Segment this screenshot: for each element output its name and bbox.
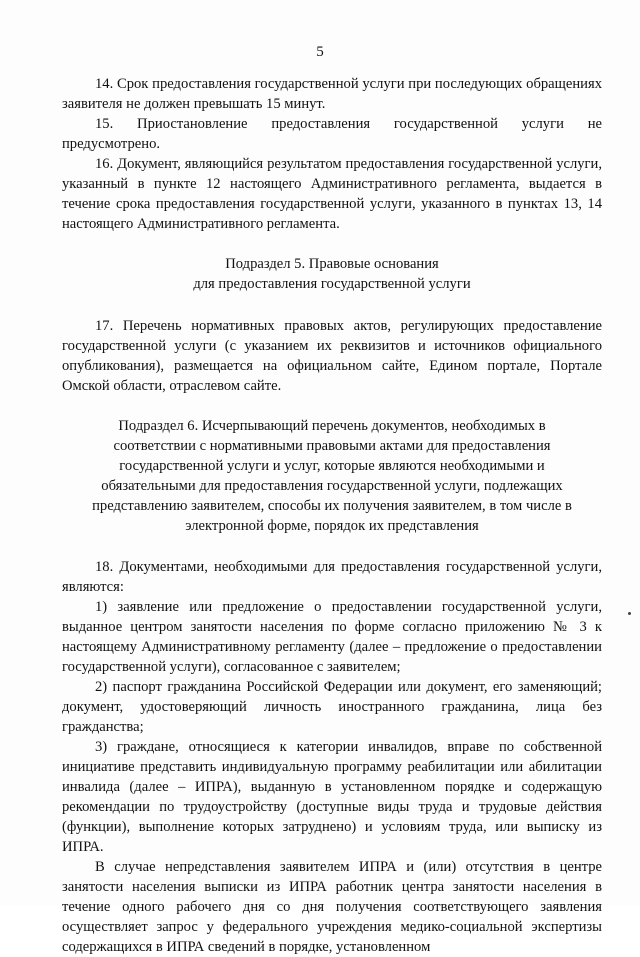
subsection-6-line: соответствии с нормативными правовыми актами для предоставления xyxy=(113,438,551,454)
subsection-6-line: электронной форме, порядок их представления xyxy=(185,518,479,534)
paragraph-18: 18. Документами, необходимыми для предоставления государственной услуги, являются: xyxy=(62,559,602,595)
scan-speck xyxy=(628,612,631,615)
paragraph-14: 14. Срок предоставления государственной услуги при последующих обращениях заявителя не должен превышать 15 минут. xyxy=(62,76,602,112)
spacer xyxy=(62,396,602,416)
spacer xyxy=(62,536,602,557)
paragraph-18-item-1: 1) заявление или предложение о предоставлении государственной услуги, выданное центром занятости населения по форме согласно приложению № 3 к настоящему Административному регламенту (далее – предложение о предоставлении государственной услуги), согласованное с заявителем; xyxy=(62,599,602,675)
page-number: 5 xyxy=(316,44,324,60)
subsection-5-title: Подраздел 5. Правовые основания xyxy=(225,256,439,272)
spacer xyxy=(62,234,602,254)
subsection-5-subtitle: для предоставления государственной услуги xyxy=(193,276,471,292)
paragraph-18-item-3: 3) граждане, относящиеся к категории инвалидов, вправе по собственной инициативе представить индивидуальную программу реабилитации или абилитации инвалида (далее – ИПРА), выданную в установленном порядке и содержащую рекомендации по трудоустройству (доступные виды труда и трудовые действия (функции), выполнение которых затруднено) и условиям труда, или выписку из ИПРА. xyxy=(62,739,602,855)
spacer xyxy=(62,294,602,316)
document-body xyxy=(62,74,602,957)
subsection-6-line: представлению заявителем, способы их получения заявителем, в том числе в xyxy=(92,498,572,514)
subsection-6-line: государственной услуги и услуг, которые являются необходимыми и xyxy=(119,458,545,474)
paragraph-18-item-2: 2) паспорт гражданина Российской Федерации или документ, его заменяющий; документ, удостоверяющий личность иностранного гражданина, лица без гражданства; xyxy=(62,679,602,735)
paragraph-15: 15. Приостановление предоставления государственной услуги не предусмотрено. xyxy=(62,116,602,152)
subsection-5-heading xyxy=(62,254,602,294)
paragraph-16: 16. Документ, являющийся результатом предоставления государственной услуги, указанный в пункте 12 настоящего Административного регламента, выдается в течение срока предоставления государственной услуги, указанного в пунктах 13, 14 настоящего Административного регламента. xyxy=(62,156,602,232)
subsection-6-line: обязательными для предоставления государственной услуги, подлежащих xyxy=(101,478,563,494)
paragraph-ipra-request: В случае непредставления заявителем ИПРА и (или) отсутствия в центре занятости населения выписки из ИПРА работник центра занятости населения в течение одного рабочего дня со дня получения соответствующего заявления осуществляет запрос у федерального учреждения медико-социальной экспертизы содержащихся в ИПРА сведений в порядке, установленном xyxy=(62,859,602,955)
subsection-6-line: Подраздел 6. Исчерпывающий перечень документов, необходимых в xyxy=(118,418,546,434)
paragraph-17: 17. Перечень нормативных правовых актов, регулирующих предоставление государственной услуги (с указанием их реквизитов и источников официального опубликования), размещается на официальном сайте, Едином портале, Портале Омской области, отраслевом сайте. xyxy=(62,318,602,394)
subsection-6-heading xyxy=(62,416,602,536)
